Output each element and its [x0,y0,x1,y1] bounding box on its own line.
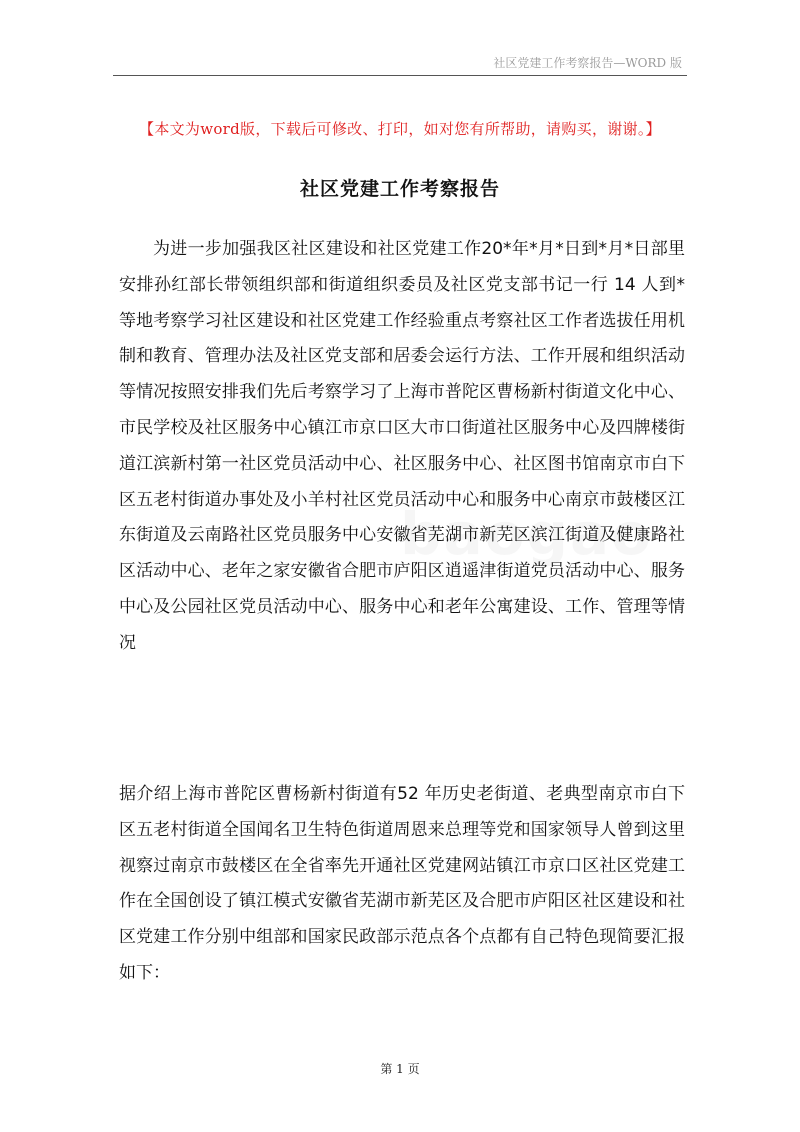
page-number: 第 1 页 [380,1062,420,1076]
header-divider [113,75,687,76]
document-title: 社区党建工作考察报告 [299,178,500,200]
paragraph-intro: 为进一步加强我区社区建设和社区党建工作20*年*月*日到*月*日部里安排孙红部长带领组织部和街道组织委员及社区党支部书记一行 14 人到*等地考察学习社区建设和社区党建工作经验重点考察社区工作者选拔任用机制和教育、管理办法及社区党支部和居委会运行方法、工作开展和组织活动等情况按照安排我们先后考察学习了上海市普陀区曹杨新村街道文化中心、市民学校及社区服务中心镇江市京口区大市口街道社区服务中心及四牌楼街道江滨新村第一社区党员活动中心、社区服务中心、社区图书馆南京市白下区五老村街道办事处及小羊村社区党员活动中心和服务中心南京市鼓楼区江东街道及云南路社区党员服务中心安徽省芜湖市新芜区滨江街道及健康路社区活动中心、老年之家安徽省合肥市庐阳区逍遥津街道党员活动中心、服务中心及公园社区党员活动中心、服务中心和老年公寓建设、工作、管理等情况 [119,239,685,653]
paragraph-summary: 据介绍上海市普陀区曹杨新村街道有52 年历史老街道、老典型南京市白下区五老村街道全国闻名卫生特色街道周恩来总理等党和国家领导人曾到这里视察过南京市鼓楼区在全省率先开通社区党建网站镇江市京口区社区党建工作在全国创设了镇江模式安徽省芜湖市新芜区及合肥市庐阳区社区建设和社区党建工作分别中组部和国家民政部示范点各个点都有自己特色现简要汇报如下： [119,784,685,983]
running-header: 社区党建工作考察报告—WORD 版 [493,56,682,70]
purchase-notice: 【本文为word版，下载后可修改、打印，如对您有所帮助，请购买，谢谢。】 [139,120,661,138]
